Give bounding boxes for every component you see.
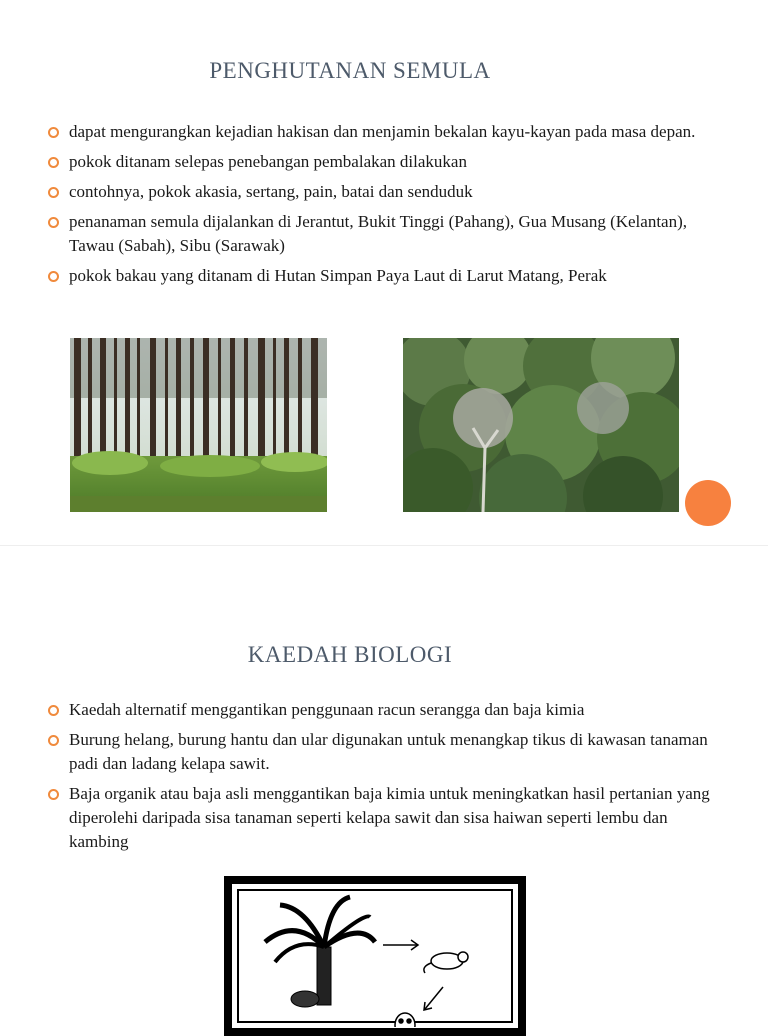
pine-forest-photo <box>70 338 327 512</box>
list-item: pokok ditanam selepas penebangan pembalakan dilakukan <box>46 150 718 174</box>
bullet-icon <box>48 271 59 282</box>
bullet-icon <box>48 217 59 228</box>
diagram-canvas <box>232 884 518 1028</box>
list-item: contohnya, pokok akasia, sertang, pain, batai dan senduduk <box>46 180 718 204</box>
arrow-down-left-icon <box>424 987 443 1010</box>
bullet-icon <box>48 127 59 138</box>
slide-title: PENGHUTANAN SEMULA <box>209 58 491 83</box>
list-item: pokok bakau yang ditanam di Hutan Simpan Paya Laut di Larut Matang, Perak <box>46 264 718 288</box>
list-item: Baja organik atau baja asli menggantikan baja kimia untuk meningkatkan hasil pertanian yang diperolehi daripada sisa tanaman seperti kelapa sawit dan sisa haiwan seperti lembu dan kambing <box>46 782 718 854</box>
bullet-icon <box>48 157 59 168</box>
palm-tree-icon <box>265 897 375 1007</box>
arrow-right-icon <box>383 940 418 950</box>
list-item: dapat mengurangkan kejadian hakisan dan menjamin bekalan kayu-kayan pada masa depan. <box>46 120 718 144</box>
bullet-icon <box>48 735 59 746</box>
list-item: Burung helang, burung hantu dan ular digunakan untuk menangkap tikus di kawasan tanaman padi dan ladang kelapa sawit. <box>46 728 718 776</box>
slide-title: KAEDAH BIOLOGI <box>247 642 453 667</box>
tropical-forest-photo <box>403 338 679 512</box>
bullet-icon <box>48 187 59 198</box>
food-chain-diagram <box>224 876 526 1036</box>
decorative-circle <box>685 480 731 526</box>
rat-icon <box>424 952 468 973</box>
bullet-icon <box>48 789 59 800</box>
bullet-list <box>46 120 718 294</box>
bullet-list <box>46 698 718 860</box>
list-item: Kaedah alternatif menggantikan penggunaan racun serangga dan baja kimia <box>46 698 718 722</box>
bullet-icon <box>48 705 59 716</box>
list-item: penanaman semula dijalankan di Jerantut, Bukit Tinggi (Pahang), Gua Musang (Kelantan), Tawau (Sabah), Sibu (Sarawak) <box>46 210 718 258</box>
owl-icon <box>395 1013 415 1027</box>
